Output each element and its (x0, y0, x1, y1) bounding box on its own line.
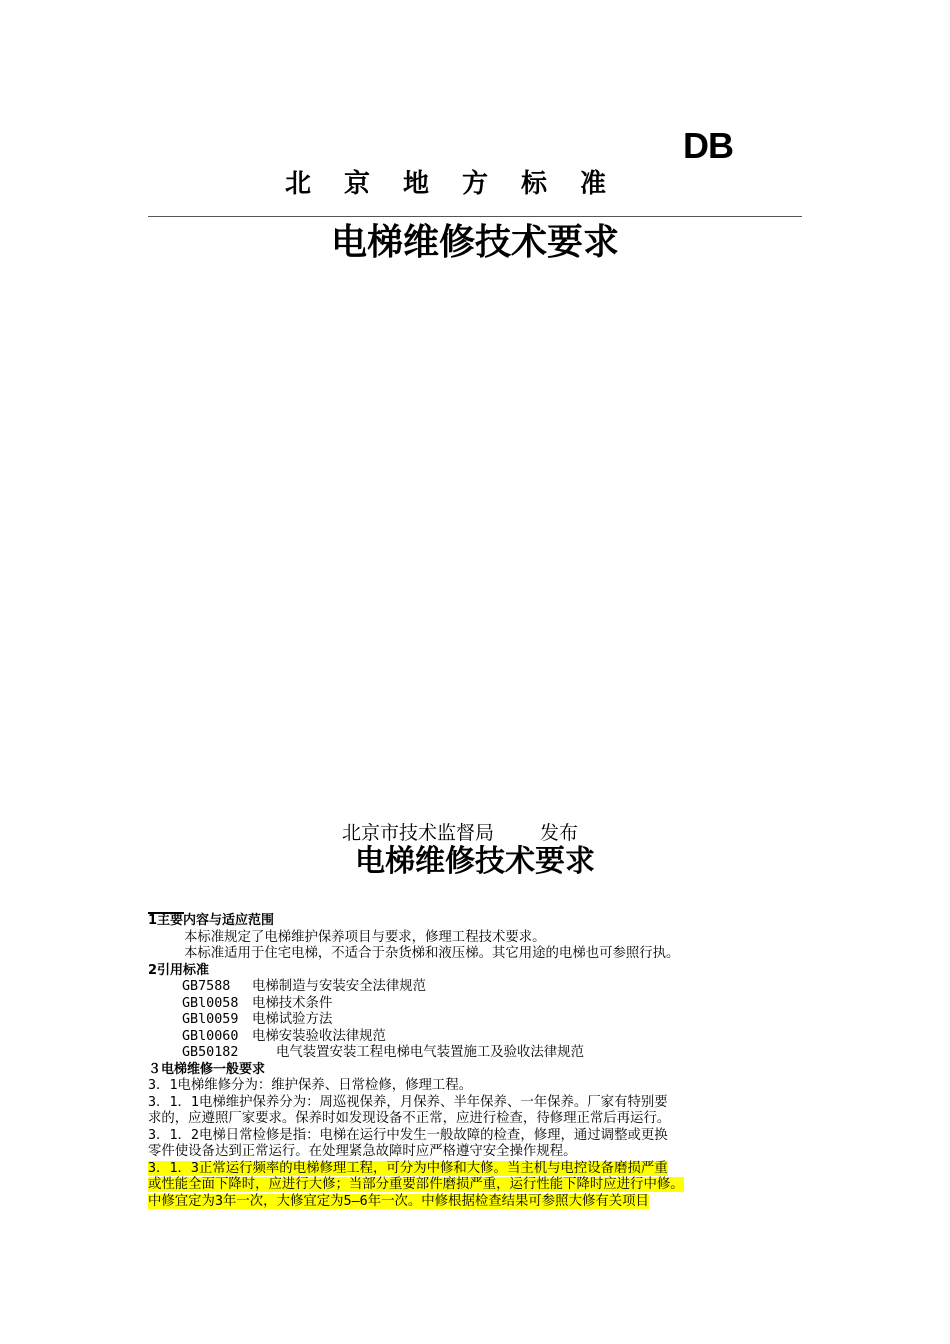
cover-title: 电梯维修技术要求 (330, 221, 619, 263)
reference-title: 电梯试验方法 (252, 1012, 333, 1027)
db-code: DB (683, 125, 733, 166)
clause-3-1-1-line-2: 求的，应遵照厂家要求。保养时如发现设备不正常，应进行检查，待修理正常后再运行。 (148, 1111, 671, 1126)
reference-item (148, 1012, 808, 1029)
reference-code: GB50182 (182, 1045, 239, 1060)
highlighted-clause-3-1-3-line-1: 3．1．3正常运行频率的电梯修理工程，可分为中修和大修。当主机与电控设备磨损严重 (148, 1160, 668, 1176)
highlighted-clause-3-1-3-line-3: 中修宜定为3年一次，大修宜定为5—6年一次。中修根据检查结果可参照大修有关项目 (148, 1193, 649, 1209)
clause-3-1-2-line-1: 3．1．2电梯日常检修是指：电梯在运行中发生一般故障的检查，修理，通过调整或更换 (148, 1127, 668, 1143)
highlighted-clause-3-1-3-line-2: 或性能全面下降时，应进行大修；当部分重要部件磨损严重，运行性能下降时应进行中修。 (148, 1177, 684, 1192)
section-3-heading: ３电梯维修一般要求 (148, 1061, 266, 1077)
reference-title: 电梯安装验收法律规范 (252, 1028, 386, 1044)
clause-3-1: 3．1电梯维修分为：维护保养、日常检修，修理工程。 (148, 1078, 473, 1093)
reference-item (148, 1029, 808, 1046)
standard-type: 北京地方标准 (285, 169, 640, 199)
reference-item (148, 979, 808, 996)
section-1-paragraph-1: 本标准规定了电梯维护保养项目与要求，修理工程技术要求。 (184, 929, 546, 945)
reference-item (148, 996, 808, 1013)
reference-item (148, 1045, 808, 1062)
reference-code: GBl0059 (182, 1012, 239, 1027)
publish-word: 发布 (540, 822, 579, 844)
reference-code: GBl0058 (182, 995, 239, 1011)
section-1-paragraph-2: 本标准适用于住宅电梯，不适合于杂货梯和液压梯。其它用途的电梯也可参照行执。 (184, 946, 680, 961)
header-rule (148, 216, 802, 217)
publisher: 北京市技术监督局 (342, 822, 495, 844)
section-2-heading: 2引用标准 (148, 962, 210, 978)
section-1-heading: 1主要内容与适应范围 (148, 913, 275, 928)
clause-3-1-2-line-2: 零件使设备达到正常运行。在处理紧急故障时应严格遵守安全操作规程。 (148, 1144, 577, 1159)
content-title: 电梯维修技术要求 (355, 844, 595, 879)
clause-3-1-1-line-1: 3．1．1电梯维护保养分为：周巡视保养，月保养、半年保养、一年保养。厂家有特别要 (148, 1094, 668, 1110)
reference-code: GB7588 (182, 979, 231, 994)
document-body (148, 913, 808, 1210)
reference-title: 电气装置安装工程电梯电气装置施工及验收法律规范 (276, 1045, 584, 1060)
reference-title: 电梯技术条件 (252, 995, 333, 1011)
reference-title: 电梯制造与安装安全法律规范 (252, 979, 427, 994)
reference-code: GBl0060 (182, 1028, 239, 1044)
